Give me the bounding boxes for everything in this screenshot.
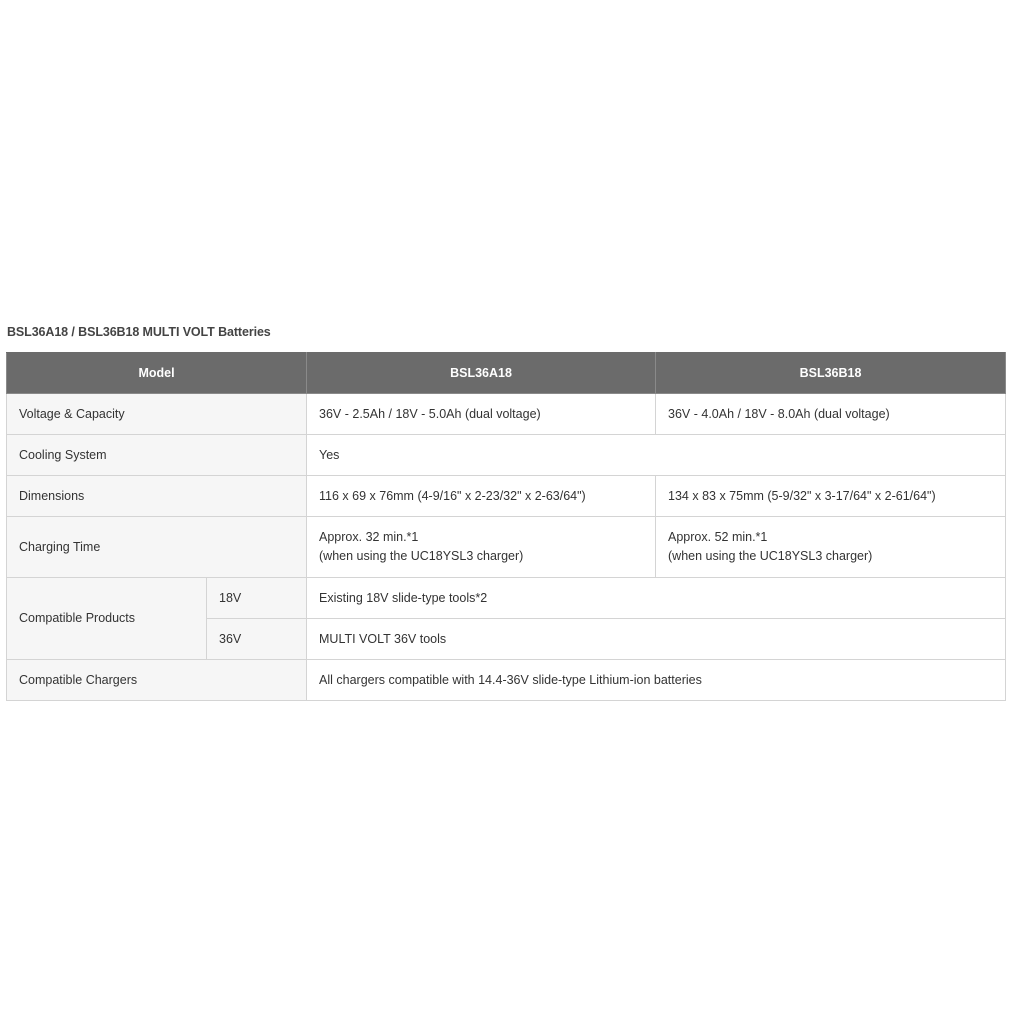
header-bsl36b18: BSL36B18 <box>656 353 1006 394</box>
spec-table <box>6 352 1006 701</box>
row-label-chargers: Compatible Chargers <box>7 660 307 701</box>
charging-b-time: Approx. 52 min.*1 <box>668 530 768 544</box>
table-row <box>7 435 1006 476</box>
cell-compatible-18v: Existing 18V slide-type tools*2 <box>307 578 1006 619</box>
charging-a-time: Approx. 32 min.*1 <box>319 530 419 544</box>
cell-cooling: Yes <box>307 435 1006 476</box>
header-bsl36a18: BSL36A18 <box>307 353 656 394</box>
row-label-compatible-products: Compatible Products <box>7 578 207 660</box>
table-row <box>7 394 1006 435</box>
charging-a-note: (when using the UC18YSL3 charger) <box>319 549 524 563</box>
cell-voltage-b: 36V - 4.0Ah / 18V - 8.0Ah (dual voltage) <box>656 394 1006 435</box>
table-row <box>7 517 1006 578</box>
row-label-dimensions: Dimensions <box>7 476 307 517</box>
row-label-charging: Charging Time <box>7 517 307 578</box>
row-label-voltage: Voltage & Capacity <box>7 394 307 435</box>
table-title: BSL36A18 / BSL36B18 MULTI VOLT Batteries <box>7 325 271 339</box>
cell-charging-a <box>307 517 656 578</box>
cell-dimensions-a: 116 x 69 x 76mm (4-9/16" x 2-23/32" x 2-63/64") <box>307 476 656 517</box>
header-model: Model <box>7 353 307 394</box>
cell-compatible-36v: MULTI VOLT 36V tools <box>307 619 1006 660</box>
header-row <box>7 353 1006 394</box>
sub-label-36v: 36V <box>207 619 307 660</box>
table-row <box>7 476 1006 517</box>
cell-dimensions-b: 134 x 83 x 75mm (5-9/32" x 3-17/64" x 2-61/64") <box>656 476 1006 517</box>
sub-label-18v: 18V <box>207 578 307 619</box>
table-row <box>7 660 1006 701</box>
cell-chargers: All chargers compatible with 14.4-36V slide-type Lithium-ion batteries <box>307 660 1006 701</box>
table-row <box>7 578 1006 619</box>
row-label-cooling: Cooling System <box>7 435 307 476</box>
cell-voltage-a: 36V - 2.5Ah / 18V - 5.0Ah (dual voltage) <box>307 394 656 435</box>
cell-charging-b <box>656 517 1006 578</box>
charging-b-note: (when using the UC18YSL3 charger) <box>668 549 873 563</box>
